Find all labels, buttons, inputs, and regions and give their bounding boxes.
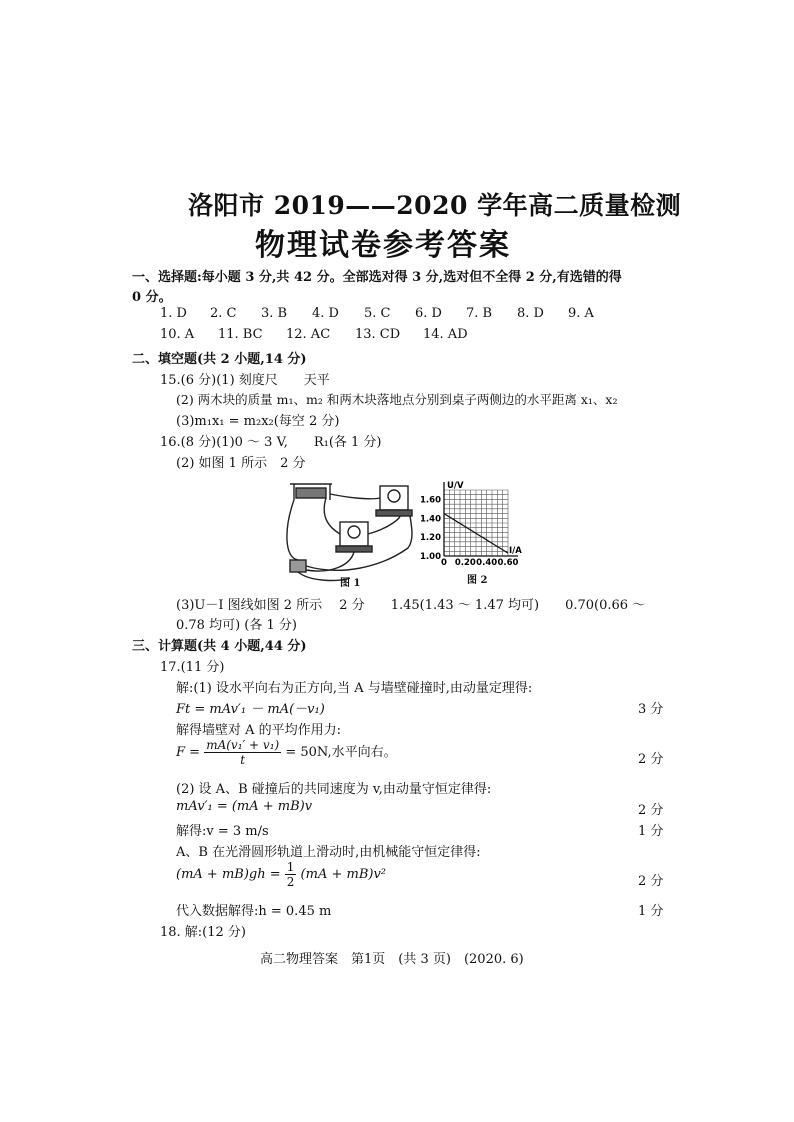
score: 2 分 xyxy=(638,874,664,889)
eq4-rhs: (mA + mB)v² xyxy=(300,867,386,882)
ui-chart xyxy=(418,480,538,570)
section1-heading: 一、选择题:每小题 3 分,共 42 分。全部选对得 3 分,选对但不全得 2 分,有选错的得 xyxy=(132,270,622,285)
q17-eq3: mAv′₁ = (mA + mB)v xyxy=(176,799,313,814)
q17-eq2 xyxy=(176,738,397,767)
answer-item: 8. D xyxy=(517,306,544,321)
fraction-numerator: 1 xyxy=(286,860,295,874)
x-tick-label: 0.20 xyxy=(454,558,476,568)
fraction-numerator: mA(v₁′ + v₁) xyxy=(206,738,280,752)
x-axis-label: I/A xyxy=(509,546,522,556)
answer-item: 5. C xyxy=(364,306,391,321)
q18-heading: 18. 解:(12 分) xyxy=(160,925,247,940)
section1-heading-cont: 0 分。 xyxy=(132,290,172,305)
eq4-lhs: (mA + mB)gh = xyxy=(176,867,281,882)
fraction xyxy=(285,860,297,889)
q16-line2: (2) 如图 1 所示 2 分 xyxy=(176,456,306,471)
q16-line1: 16.(8 分)(1)0 ～ 3 V, R₁(各 1 分) xyxy=(160,435,382,450)
q15-line3: (3)m₁x₁ = m₂x₂(每空 2 分) xyxy=(176,414,340,429)
answer-item: 3. B xyxy=(261,306,288,321)
answer-item: 1. D xyxy=(160,306,187,321)
answer-item: 4. D xyxy=(312,306,339,321)
answer-item: 12. AC xyxy=(286,327,331,342)
answer-item: 6. D xyxy=(415,306,442,321)
eq2-lhs: F = xyxy=(176,745,201,760)
answer-item: 14. AD xyxy=(423,327,468,342)
q15-line1: 15.(6 分)(1) 刻度尺 天平 xyxy=(160,373,330,388)
score: 1 分 xyxy=(638,904,664,919)
q17-eq4 xyxy=(176,860,386,889)
score: 1 分 xyxy=(638,824,664,839)
figure1-caption: 图 1 xyxy=(340,578,361,589)
q16-line3: (3)U－I 图线如图 2 所示 2 分 1.45(1.43 ～ 1.47 均可) 0.70(0.66 ～ xyxy=(176,598,646,613)
eq2-rhs: = 50N,水平向右。 xyxy=(285,745,397,760)
y-tick-label: 1.20 xyxy=(420,533,441,544)
answer-item: 13. CD xyxy=(355,327,401,342)
q17-result2: 代入数据解得:h = 0.45 m xyxy=(176,904,332,919)
score: 2 分 xyxy=(638,752,664,767)
answer-item: 9. A xyxy=(568,306,594,321)
section3-heading: 三、计算题(共 4 小题,44 分) xyxy=(132,639,307,654)
answer-item: 7. B xyxy=(466,306,493,321)
q17-result1: 解得:v = 3 m/s xyxy=(176,824,269,839)
answer-item: 11. BC xyxy=(218,327,263,342)
score: 3 分 xyxy=(638,702,664,717)
q17-eq1: Ft = mAv′₁ － mA(－v₁) xyxy=(176,702,325,717)
page-footer: 高二物理答案 第1页 (共 3 页) (2020. 6) xyxy=(260,952,524,967)
page-title: 洛阳市 2019——2020 学年高二质量检测 xyxy=(188,191,682,220)
q16-line4: 0.78 均可) (各 1 分) xyxy=(176,618,297,633)
q17-step1: 解:(1) 设水平向右为正方向,当 A 与墙壁碰撞时,由动量定理得: xyxy=(176,681,533,696)
y-tick-label: 1.40 xyxy=(420,514,441,525)
x-tick-label: 0.60 xyxy=(497,558,519,568)
q17-heading: 17.(11 分) xyxy=(160,660,225,675)
figure2-caption: 图 2 xyxy=(467,575,488,586)
y-axis-label: U/V xyxy=(447,481,464,491)
score: 2 分 xyxy=(638,803,664,818)
section2-heading: 二、填空题(共 2 小题,14 分) xyxy=(132,352,307,367)
y-tick-label: 1.60 xyxy=(420,495,441,506)
q17-step4: A、B 在光滑圆形轨道上滑动时,由机械能守恒定律得: xyxy=(176,845,481,860)
q15-line2: (2) 两木块的质量 m₁、m₂ 和两木块落地点分别到桌子两侧边的水平距离 x₁、x₂ xyxy=(176,392,618,407)
q17-step3: (2) 设 A、B 碰撞后的共同速度为 v,由动量守恒定律得: xyxy=(176,782,492,797)
answer-item: 10. A xyxy=(160,327,195,342)
fraction-denominator: t xyxy=(240,753,246,767)
x-tick-label: 0.40 xyxy=(476,558,498,568)
fraction xyxy=(204,738,281,767)
q17-step2: 解得墙壁对 A 的平均作用力: xyxy=(176,723,342,738)
fraction-denominator: 2 xyxy=(286,875,295,889)
answer-item: 2. C xyxy=(210,306,237,321)
y-tick-label: 1.00 xyxy=(420,552,441,562)
x-tick-label: 0 xyxy=(441,558,447,568)
page-subtitle: 物理试卷参考答案 xyxy=(255,228,511,263)
